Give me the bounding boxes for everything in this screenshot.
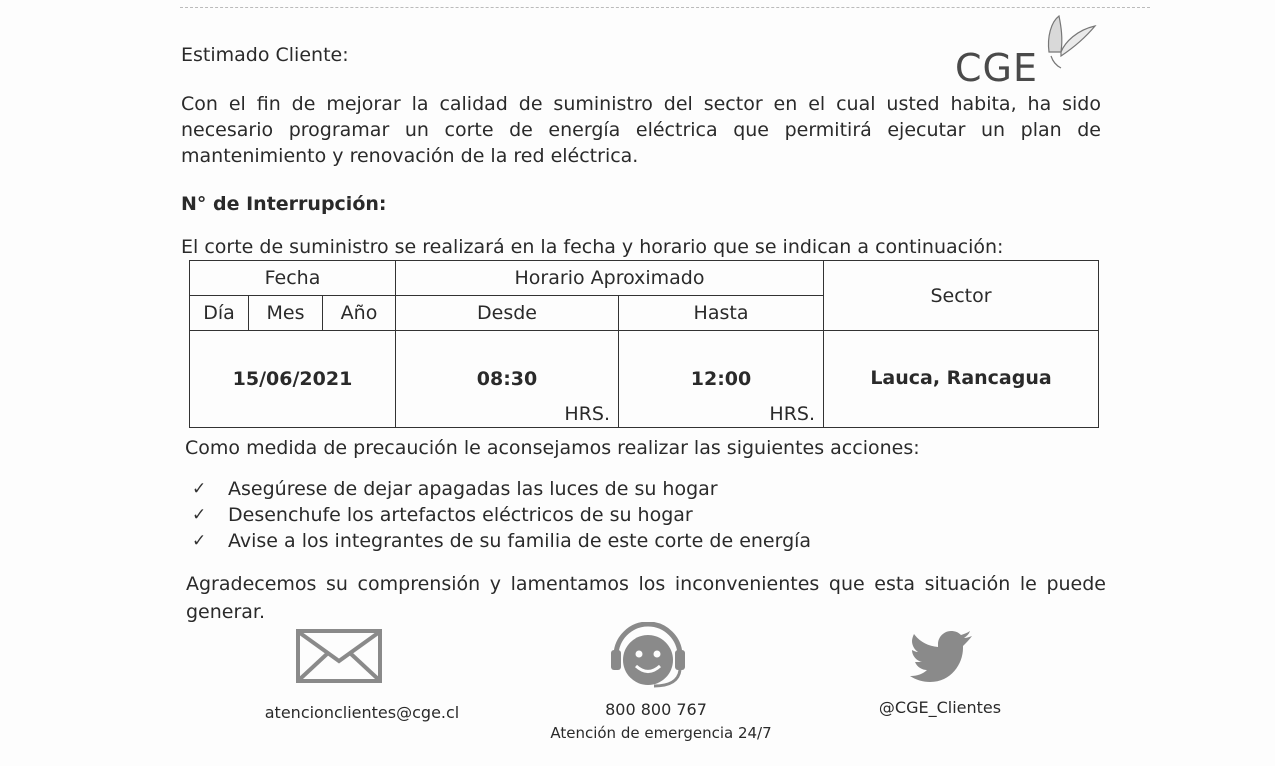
- headset-smiley-icon: [608, 622, 688, 690]
- to-unit: HRS.: [769, 403, 816, 425]
- schedule-table: [189, 260, 1099, 428]
- checkmark-icon: ✓: [192, 479, 207, 499]
- phone-number: 800 800 767: [605, 700, 707, 719]
- from-time: 08:30: [476, 368, 538, 390]
- butterfly-icon: [1041, 12, 1101, 72]
- twitter-bird-icon: [910, 628, 974, 682]
- cell-sector: [824, 331, 1099, 428]
- logo-text: CGE: [955, 46, 1038, 90]
- header-fecha: Fecha: [190, 261, 396, 296]
- checkmark-icon: ✓: [192, 531, 207, 551]
- twitter-handle: @CGE_Clientes: [878, 698, 1002, 717]
- phone-note: Atención de emergencia 24/7: [550, 724, 772, 742]
- date-value: 15/06/2021: [232, 368, 353, 390]
- email-text: atencionclientes@cge.cl: [264, 703, 460, 722]
- table-row: [190, 331, 1099, 428]
- precaution-lead: Como medida de precaución le aconsejamos realizar las siguientes acciones:: [185, 437, 920, 459]
- intro-paragraph: Con el fin de mejorar la calidad de suministro del sector en el cual usted habita, ha sido necesario programar un corte de energía eléctrica que permitirá ejecutar un plan de mantenimiento y renovación de la red eléctrica.: [181, 93, 1101, 167]
- checkmark-icon: ✓: [192, 505, 207, 525]
- list-item-text: Desenchufe los artefactos eléctricos de su hogar: [228, 504, 693, 526]
- closing-paragraph: Agradecemos su comprensión y lamentamos los inconvenientes que esta situación le puede generar.: [186, 573, 1106, 623]
- header-anio: Año: [323, 296, 396, 331]
- schedule-lead-text: El corte de suministro se realizará en la fecha y horario que se indican a continuación:: [181, 236, 1004, 258]
- greeting: Estimado Cliente:: [181, 44, 349, 66]
- to-time: 12:00: [690, 368, 752, 390]
- cell-from: [396, 331, 619, 428]
- header-sector: Sector: [824, 261, 1099, 331]
- list-item-text: Asegúrese de dejar apagadas las luces de su hogar: [228, 478, 718, 500]
- list-item: [192, 476, 811, 502]
- sector-value: Lauca, Rancagua: [870, 367, 1052, 389]
- precaution-list: [192, 476, 811, 554]
- header-mes: Mes: [249, 296, 323, 331]
- header-horario: Horario Aproximado: [396, 261, 824, 296]
- list-item: [192, 528, 811, 554]
- from-unit: HRS.: [564, 403, 610, 425]
- envelope-icon: [296, 629, 382, 683]
- header-desde: Desde: [396, 296, 619, 331]
- interruption-number-label: N° de Interrupción:: [181, 193, 387, 215]
- list-item: [192, 502, 811, 528]
- list-item-text: Avise a los integrantes de su familia de este corte de energía: [228, 530, 812, 552]
- header-dia: Día: [190, 296, 249, 331]
- header-hasta: Hasta: [619, 296, 824, 331]
- cell-to: [619, 331, 824, 428]
- cell-date: [190, 331, 396, 428]
- scan-edge-dash: [180, 7, 1150, 8]
- cge-logo: [955, 12, 1105, 90]
